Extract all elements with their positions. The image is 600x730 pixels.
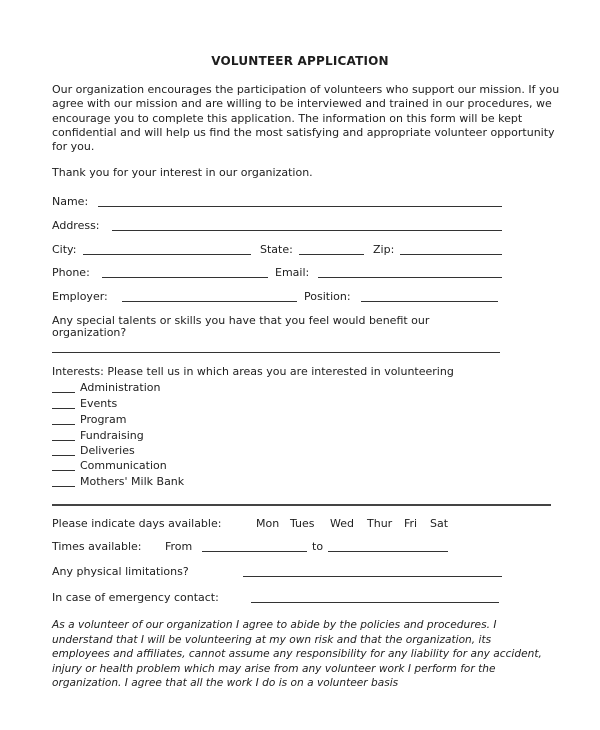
interest-label: Mothers' Milk Bank [80, 475, 185, 488]
position-label: Position: [304, 290, 351, 303]
address-label: Address: [52, 219, 100, 232]
days-label: Please indicate days available: [52, 517, 222, 530]
intro-paragraph: Our organization encourages the participation of volunteers who support our mission. If you agree with our mission and are willing to be interviewed and trained in our procedures, we encourage you to complete this application. The information on this form will be kept confidential and will help us find the most satisfying and appropriate volunteer opportunity for you. [52, 83, 560, 154]
state-field[interactable] [299, 243, 364, 255]
address-field[interactable] [112, 219, 502, 231]
interest-checkbox-blank[interactable] [52, 397, 75, 409]
emergency-field[interactable] [251, 591, 499, 603]
email-field[interactable] [318, 266, 502, 278]
position-field[interactable] [361, 290, 498, 302]
interests-heading-row [0, 365, 600, 379]
interest-item [0, 444, 600, 458]
agreement-text: As a volunteer of our organization I agree to abide by the policies and procedures. I understand that I will be volunteering at my own risk and that the organization, its employees and affiliates, cannot assume any responsibility for any liability for any accident, injury or health problem which may arise from any volunteer work I perform for the organization. I agree that all the work I do is on a volunteer basis [52, 619, 542, 690]
phone-row [0, 266, 600, 280]
name-row [0, 195, 600, 209]
employer-row [0, 290, 600, 304]
interest-item [0, 429, 600, 443]
interest-label: Events [80, 397, 118, 410]
interest-label: Communication [80, 459, 167, 472]
talents-question: Any special talents or skills you have that you feel would benefit our organization? [52, 314, 430, 339]
day-fri[interactable]: Fri [404, 517, 418, 530]
city-row [0, 243, 600, 257]
interests-heading: Interests: Please tell us in which areas you are interested in volunteering [52, 365, 454, 378]
zip-field[interactable] [400, 243, 502, 255]
state-label: State: [260, 243, 293, 256]
interest-checkbox-blank[interactable] [52, 413, 75, 425]
interest-item [0, 397, 600, 411]
time-from-field[interactable] [202, 540, 307, 552]
section-divider [52, 504, 551, 506]
physical-label: Any physical limitations? [52, 565, 189, 578]
interest-checkbox-blank[interactable] [52, 444, 75, 456]
interest-label: Administration [80, 381, 161, 394]
name-label: Name: [52, 195, 89, 208]
interest-item [0, 459, 600, 473]
phone-label: Phone: [52, 266, 90, 279]
talents-row [0, 341, 600, 355]
emergency-row [0, 591, 600, 605]
city-field[interactable] [83, 243, 251, 255]
talents-field[interactable] [52, 341, 500, 353]
interest-item [0, 381, 600, 395]
from-label: From [165, 540, 193, 553]
interest-label: Fundraising [80, 429, 144, 442]
zip-label: Zip: [373, 243, 395, 256]
interest-checkbox-blank[interactable] [52, 475, 75, 487]
to-label: to [312, 540, 324, 553]
physical-row [0, 565, 600, 579]
emergency-label: In case of emergency contact: [52, 591, 219, 604]
address-row [0, 219, 600, 233]
name-field[interactable] [98, 195, 502, 207]
day-sat[interactable]: Sat [430, 517, 449, 530]
interest-label: Deliveries [80, 444, 135, 457]
interest-checkbox-blank[interactable] [52, 459, 75, 471]
time-to-field[interactable] [328, 540, 448, 552]
times-row [0, 540, 600, 554]
form-title: VOLUNTEER APPLICATION [211, 54, 389, 68]
email-label: Email: [275, 266, 310, 279]
employer-label: Employer: [52, 290, 108, 303]
interest-label: Program [80, 413, 127, 426]
physical-field[interactable] [243, 565, 502, 577]
interest-item [0, 475, 600, 489]
times-label: Times available: [52, 540, 142, 553]
employer-field[interactable] [122, 290, 297, 302]
day-wed[interactable]: Wed [330, 517, 354, 530]
thanks-text: Thank you for your interest in our organization. [52, 166, 313, 179]
interest-checkbox-blank[interactable] [52, 429, 75, 441]
day-tues[interactable]: Tues [290, 517, 315, 530]
phone-field[interactable] [102, 266, 268, 278]
interest-item [0, 413, 600, 427]
day-mon[interactable]: Mon [256, 517, 280, 530]
days-row [0, 517, 600, 531]
day-thur[interactable]: Thur [367, 517, 393, 530]
interest-checkbox-blank[interactable] [52, 381, 75, 393]
city-label: City: [52, 243, 77, 256]
